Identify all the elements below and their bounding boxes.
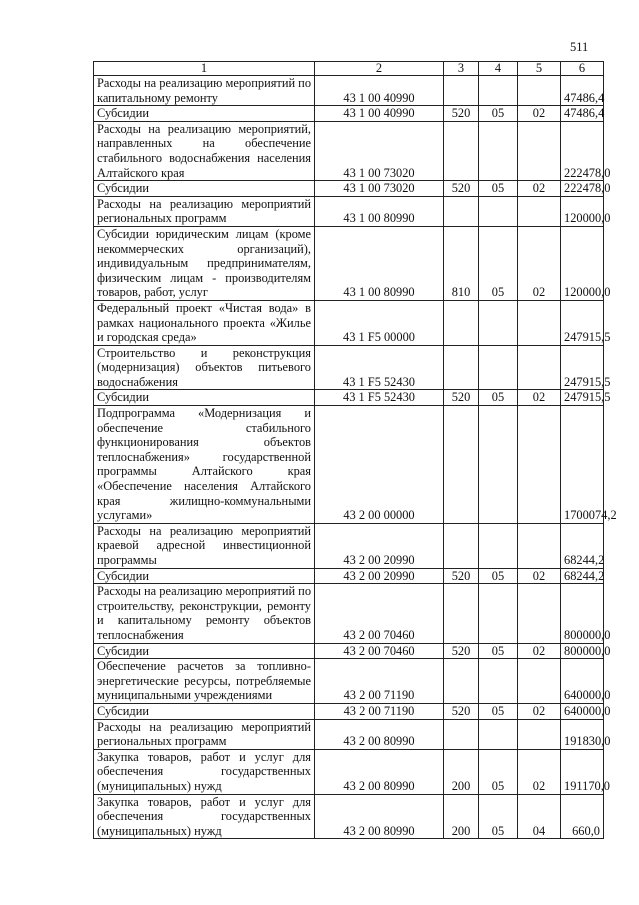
table-row bbox=[94, 76, 604, 106]
row-section bbox=[479, 523, 518, 568]
row-amount: 47486,4 bbox=[561, 106, 604, 122]
row-code: 43 2 00 80990 bbox=[315, 719, 444, 749]
row-name: Расходы на реализацию мероприятий по строительству, реконструкции, ремонту и капитальному ремонту объектов теплоснабжения bbox=[94, 584, 315, 643]
row-subsection bbox=[518, 659, 561, 704]
row-expense-type: 520 bbox=[444, 181, 479, 197]
table-body bbox=[94, 76, 617, 839]
table-row bbox=[94, 181, 604, 197]
table-row bbox=[94, 345, 604, 390]
row-subsection: 02 bbox=[518, 181, 561, 197]
table-row bbox=[94, 794, 604, 839]
table-row bbox=[94, 584, 604, 643]
row-expense-type bbox=[444, 523, 479, 568]
row-section: 05 bbox=[479, 181, 518, 197]
row-subsection bbox=[518, 523, 561, 568]
row-name: Расходы на реализацию мероприятий региональных программ bbox=[94, 196, 315, 226]
table-row bbox=[94, 719, 604, 749]
row-amount: 660,0 bbox=[561, 794, 604, 839]
table-header-row bbox=[94, 62, 604, 76]
row-expense-type: 810 bbox=[444, 226, 479, 300]
row-name: Подпрограмма «Модернизация и обеспечение стабильного функционирования объектов теплоснабжения» государственной программы Алтайского края «Обеспечение населения Алтайского края жилищно-коммунальными услугами» bbox=[94, 406, 315, 524]
row-amount: 222478,0 bbox=[561, 121, 604, 180]
row-expense-type bbox=[444, 584, 479, 643]
row-amount: 640000,0 bbox=[561, 703, 604, 719]
row-section bbox=[479, 76, 518, 106]
row-amount: 68244,2 bbox=[561, 523, 604, 568]
row-expense-type: 520 bbox=[444, 390, 479, 406]
row-expense-type: 520 bbox=[444, 703, 479, 719]
row-section bbox=[479, 196, 518, 226]
row-subsection: 02 bbox=[518, 106, 561, 122]
row-subsection: 02 bbox=[518, 568, 561, 584]
column-header-5: 5 bbox=[518, 62, 561, 76]
row-amount: 47486,4 bbox=[561, 76, 604, 106]
table-row bbox=[94, 390, 604, 406]
row-code: 43 2 00 00000 bbox=[315, 406, 444, 524]
row-code: 43 2 00 20990 bbox=[315, 523, 444, 568]
row-subsection: 02 bbox=[518, 703, 561, 719]
row-code: 43 1 00 80990 bbox=[315, 226, 444, 300]
row-amount: 640000,0 bbox=[561, 659, 604, 704]
row-code: 43 2 00 70460 bbox=[315, 643, 444, 659]
row-amount: 120000,0 bbox=[561, 226, 604, 300]
column-header-1: 1 bbox=[94, 62, 315, 76]
row-name: Закупка товаров, работ и услуг для обеспечения государственных (муниципальных) нужд bbox=[94, 749, 315, 794]
row-expense-type bbox=[444, 659, 479, 704]
row-expense-type: 520 bbox=[444, 643, 479, 659]
row-expense-type: 520 bbox=[444, 106, 479, 122]
row-section: 05 bbox=[479, 390, 518, 406]
row-amount: 247915,5 bbox=[561, 300, 604, 345]
row-subsection bbox=[518, 76, 561, 106]
table-row bbox=[94, 643, 604, 659]
row-subsection bbox=[518, 300, 561, 345]
row-section bbox=[479, 300, 518, 345]
row-expense-type bbox=[444, 719, 479, 749]
row-subsection bbox=[518, 196, 561, 226]
row-amount: 68244,2 bbox=[561, 568, 604, 584]
row-subsection bbox=[518, 345, 561, 390]
row-section: 05 bbox=[479, 703, 518, 719]
column-header-2: 2 bbox=[315, 62, 444, 76]
row-code: 43 1 00 73020 bbox=[315, 121, 444, 180]
row-section: 05 bbox=[479, 749, 518, 794]
row-name: Субсидии bbox=[94, 181, 315, 197]
row-subsection: 02 bbox=[518, 643, 561, 659]
row-section bbox=[479, 659, 518, 704]
row-subsection: 02 bbox=[518, 749, 561, 794]
table-row bbox=[94, 749, 604, 794]
row-name: Расходы на реализацию мероприятий по капитальному ремонту bbox=[94, 76, 315, 106]
row-expense-type bbox=[444, 345, 479, 390]
row-name: Субсидии bbox=[94, 106, 315, 122]
page-number: 511 bbox=[570, 40, 589, 54]
row-amount: 800000,0 bbox=[561, 643, 604, 659]
row-section bbox=[479, 406, 518, 524]
row-amount: 222478,0 bbox=[561, 181, 604, 197]
table-row bbox=[94, 406, 604, 524]
row-name: Закупка товаров, работ и услуг для обеспечения государственных (муниципальных) нужд bbox=[94, 794, 315, 839]
row-expense-type: 200 bbox=[444, 749, 479, 794]
row-expense-type: 200 bbox=[444, 794, 479, 839]
table-row bbox=[94, 568, 604, 584]
row-amount: 191170,0 bbox=[561, 749, 604, 794]
row-subsection bbox=[518, 584, 561, 643]
row-code: 43 1 00 73020 bbox=[315, 181, 444, 197]
table-row bbox=[94, 523, 604, 568]
budget-table bbox=[93, 61, 617, 839]
row-code: 43 2 00 71190 bbox=[315, 703, 444, 719]
row-code: 43 2 00 80990 bbox=[315, 749, 444, 794]
table-row bbox=[94, 196, 604, 226]
row-name: Расходы на реализацию мероприятий, направленных на обеспечение стабильного водоснабжения населения Алтайского края bbox=[94, 121, 315, 180]
row-section: 05 bbox=[479, 226, 518, 300]
row-name: Строительство и реконструкция (модернизация) объектов питьевого водоснабжения bbox=[94, 345, 315, 390]
row-subsection: 02 bbox=[518, 226, 561, 300]
column-header-4: 4 bbox=[479, 62, 518, 76]
column-header-3: 3 bbox=[444, 62, 479, 76]
table-row bbox=[94, 300, 604, 345]
row-amount: 247915,5 bbox=[561, 390, 604, 406]
row-expense-type bbox=[444, 121, 479, 180]
row-section bbox=[479, 719, 518, 749]
row-name: Субсидии bbox=[94, 568, 315, 584]
row-code: 43 2 00 70460 bbox=[315, 584, 444, 643]
row-code: 43 2 00 71190 bbox=[315, 659, 444, 704]
row-code: 43 2 00 80990 bbox=[315, 794, 444, 839]
row-code: 43 1 F5 52430 bbox=[315, 390, 444, 406]
row-code: 43 1 00 40990 bbox=[315, 76, 444, 106]
table-row bbox=[94, 121, 604, 180]
row-amount: 247915,5 bbox=[561, 345, 604, 390]
row-subsection bbox=[518, 121, 561, 180]
row-subsection: 04 bbox=[518, 794, 561, 839]
row-name: Расходы на реализацию мероприятий региональных программ bbox=[94, 719, 315, 749]
row-code: 43 1 F5 00000 bbox=[315, 300, 444, 345]
row-subsection bbox=[518, 719, 561, 749]
row-name: Субсидии bbox=[94, 703, 315, 719]
row-expense-type bbox=[444, 196, 479, 226]
row-amount: 1700074,2 bbox=[561, 406, 604, 524]
row-amount: 191830,0 bbox=[561, 719, 604, 749]
row-section bbox=[479, 345, 518, 390]
table-row bbox=[94, 659, 604, 704]
table-row bbox=[94, 703, 604, 719]
row-section: 05 bbox=[479, 794, 518, 839]
row-amount: 120000,0 bbox=[561, 196, 604, 226]
row-name: Федеральный проект «Чистая вода» в рамках национального проекта «Жилье и городская среда» bbox=[94, 300, 315, 345]
row-name: Субсидии юридическим лицам (кроме некоммерческих организаций), индивидуальным предпринимателям, физическим лицам - производителям товаров, работ, услуг bbox=[94, 226, 315, 300]
row-code: 43 2 00 20990 bbox=[315, 568, 444, 584]
row-subsection bbox=[518, 406, 561, 524]
row-name: Субсидии bbox=[94, 390, 315, 406]
row-code: 43 1 00 40990 bbox=[315, 106, 444, 122]
row-section: 05 bbox=[479, 106, 518, 122]
row-amount: 800000,0 bbox=[561, 584, 604, 643]
row-name: Субсидии bbox=[94, 643, 315, 659]
row-code: 43 1 F5 52430 bbox=[315, 345, 444, 390]
row-section bbox=[479, 584, 518, 643]
row-expense-type bbox=[444, 76, 479, 106]
column-header-6: 6 bbox=[561, 62, 604, 76]
row-expense-type bbox=[444, 406, 479, 524]
row-name: Обеспечение расчетов за топливно-энергетические ресурсы, потребляемые муниципальными учреждениями bbox=[94, 659, 315, 704]
row-expense-type bbox=[444, 300, 479, 345]
row-expense-type: 520 bbox=[444, 568, 479, 584]
row-section bbox=[479, 121, 518, 180]
row-code: 43 1 00 80990 bbox=[315, 196, 444, 226]
row-subsection: 02 bbox=[518, 390, 561, 406]
row-name: Расходы на реализацию мероприятий краевой адресной инвестиционной программы bbox=[94, 523, 315, 568]
row-section: 05 bbox=[479, 643, 518, 659]
row-section: 05 bbox=[479, 568, 518, 584]
table-row bbox=[94, 106, 604, 122]
table-row bbox=[94, 226, 604, 300]
